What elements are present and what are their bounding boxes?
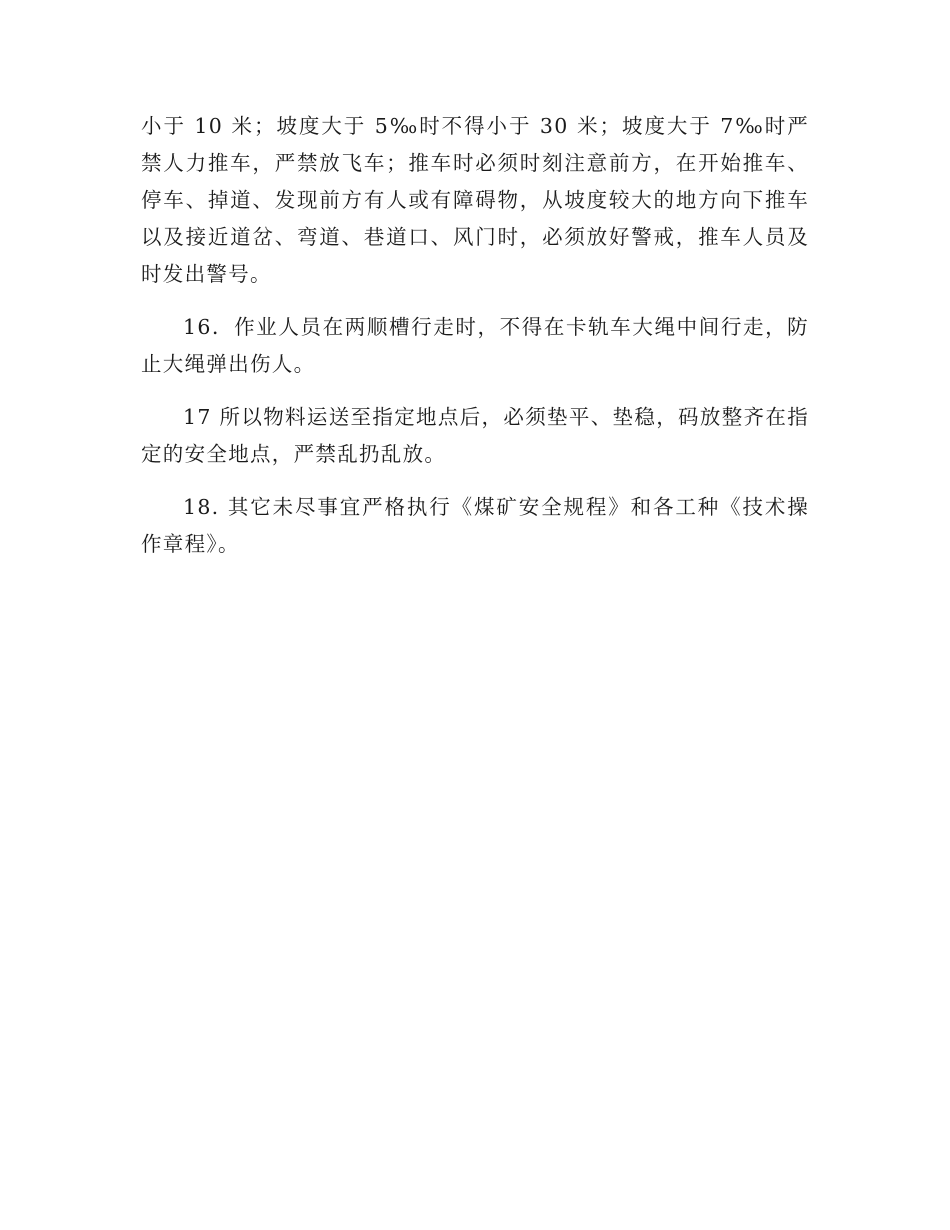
paragraph-item-18: 18. 其它未尽事宜严格执行《煤矿安全规程》和各工种《技术操作章程》。: [141, 495, 809, 556]
document-body: [141, 108, 809, 579]
paragraph-item-17: 17 所以物料运送至指定地点后，必须垫平、垫稳，码放整齐在指定的安全地点，严禁乱扔乱放。: [141, 405, 809, 466]
paragraph-item-16: 16．作业人员在两顺槽行走时，不得在卡轨车大绳中间行走，防止大绳弹出伤人。: [141, 315, 809, 376]
paragraph-continued: 小于 10 米；坡度大于 5‰时不得小于 30 米；坡度大于 7‰时严禁人力推车，严禁放飞车；推车时必须时刻注意前方，在开始推车、停车、掉道、发现前方有人或有障碍物，从坡度较大的地方向下推车以及接近道岔、弯道、巷道口、风门时，必须放好警戒，推车人员及时发出警号。: [141, 114, 809, 286]
